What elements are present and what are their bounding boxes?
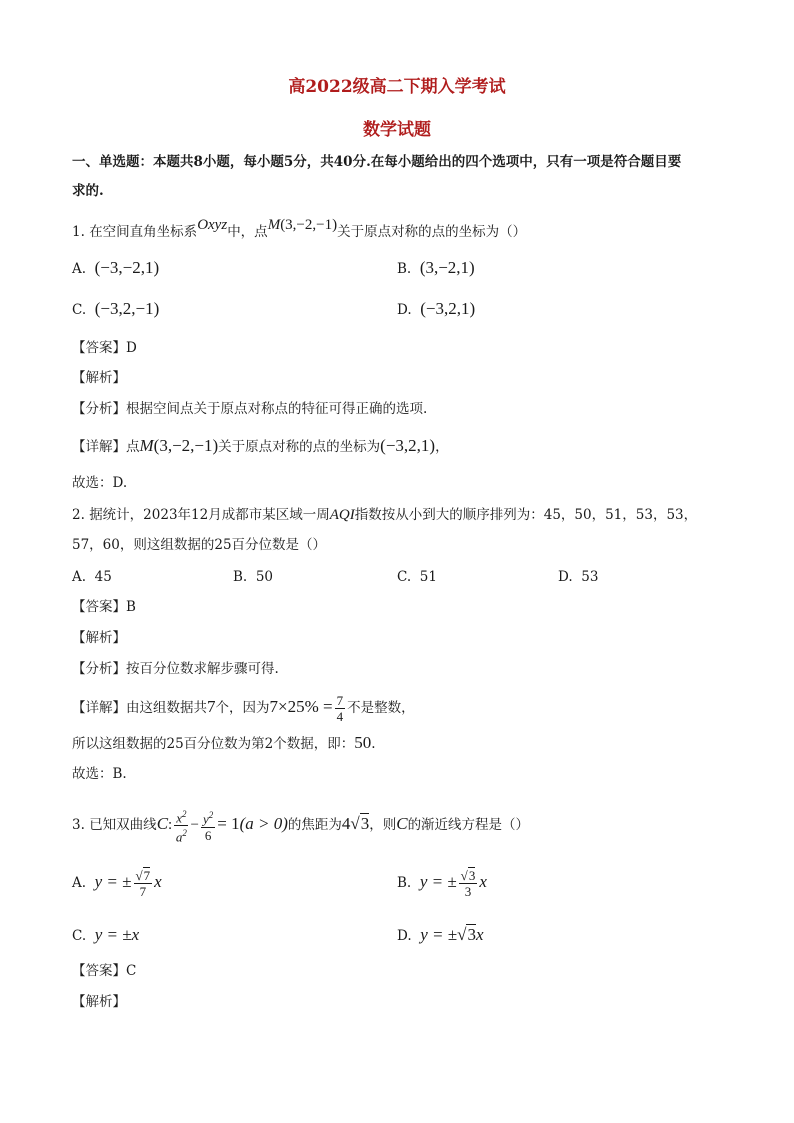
answer-1 bbox=[72, 338, 137, 358]
question-1 bbox=[72, 217, 527, 242]
option-d[interactable]: D. (−3,2,1) bbox=[397, 299, 476, 318]
fenxi-tag: 【分析】 bbox=[72, 401, 126, 417]
guxuan-1: 故选：D. bbox=[72, 475, 128, 491]
aqi-label: AQI bbox=[329, 507, 355, 523]
option-d[interactable]: D. y = ±√3x bbox=[397, 925, 484, 944]
point-coords: (3,−2,−1) bbox=[280, 217, 338, 233]
answer-value: C bbox=[126, 963, 137, 979]
question-number: 3. bbox=[72, 817, 85, 833]
answer-2 bbox=[72, 597, 136, 617]
answer-tag: 【答案】 bbox=[72, 340, 126, 356]
fraction-y: $\frac{y^2}{6}$ bbox=[202, 810, 214, 843]
option-value: (−3,2,−1) bbox=[94, 299, 160, 318]
question-3: 3. 已知双曲线C: $\frac{x^2}{a^2}$ − $\frac{y^2}{6}$ = 1(a > 0)的焦距为4√3，则C的渐近线方程是（） bbox=[72, 808, 530, 845]
xiangjie-2-cont: 所以这组数据的25百分位数为第2个数据，即：50. bbox=[72, 733, 376, 752]
option-value: 51 bbox=[419, 569, 437, 585]
question-number: 2. bbox=[72, 507, 85, 523]
option-value: (−3,2,1) bbox=[420, 299, 476, 318]
option-value: (3,−2,1) bbox=[419, 258, 475, 277]
option-value: 45 bbox=[94, 569, 112, 585]
point-label: M bbox=[267, 217, 281, 233]
question-text: 在空间直角坐标系 bbox=[89, 224, 198, 240]
guxuan-2: 故选：B. bbox=[72, 766, 127, 782]
option-value: 50 bbox=[255, 569, 273, 585]
answer-value: D bbox=[126, 340, 137, 356]
option-b[interactable]: B. y = ± $\frac{√3}{3}$ x bbox=[397, 868, 487, 899]
option-c[interactable]: C. y = ±x bbox=[72, 925, 140, 944]
option-value: 53 bbox=[581, 569, 599, 585]
coordinate-system: Oxyz bbox=[197, 217, 228, 233]
fenxi-text: 根据空间点关于原点对称点的特征可得正确的选项. bbox=[126, 401, 428, 417]
question-number: 1. bbox=[72, 224, 85, 240]
fenxi-1 bbox=[72, 399, 427, 419]
option-a[interactable]: A. 45 bbox=[72, 569, 112, 585]
xiangjie-2: 【详解】由这组数据共7个，因为7×25% = $\frac{7}{4}$ 不是整数， bbox=[72, 693, 415, 724]
answer-tag: 【答案】 bbox=[72, 963, 126, 979]
answer-tag: 【答案】 bbox=[72, 599, 126, 615]
option-b[interactable]: B. 50 bbox=[233, 569, 273, 585]
section-heading-cont: 求的. bbox=[72, 183, 104, 199]
question-2-cont: 57，60，则这组数据的25百分位数是（） bbox=[72, 537, 327, 553]
exam-title: 高2022级高二下期入学考试 bbox=[288, 77, 506, 97]
option-value: (−3,−2,1) bbox=[94, 258, 160, 277]
xiangjie-tag: 【详解】 bbox=[72, 439, 126, 455]
fenxi-tag: 【分析】 bbox=[72, 661, 126, 677]
question-text: 关于原点对称的点的坐标为（） bbox=[337, 224, 527, 240]
answer-value: B bbox=[126, 599, 136, 615]
fenxi-2 bbox=[72, 659, 279, 679]
option-a[interactable]: A. y = ± $\frac{√7}{7}$ x bbox=[72, 868, 162, 899]
fraction: $\frac{7}{4}$ bbox=[336, 693, 344, 724]
option-b[interactable]: B. (3,−2,1) bbox=[397, 258, 475, 277]
option-c[interactable]: C. 51 bbox=[397, 569, 437, 585]
question-text: 中，点 bbox=[227, 224, 268, 240]
analysis-tag: 【解析】 bbox=[72, 994, 126, 1010]
analysis-tag: 【解析】 bbox=[72, 370, 126, 386]
xiangjie-1: 【详解】点M(3,−2,−1)关于原点对称的点的坐标为(−3,2,1)， bbox=[72, 436, 449, 455]
xiangjie-tag: 【详解】 bbox=[72, 700, 126, 716]
exam-subtitle: 数学试题 bbox=[363, 120, 431, 140]
fraction-x: $\frac{x^2}{a^2}$ bbox=[175, 808, 187, 845]
analysis-tag: 【解析】 bbox=[72, 630, 126, 646]
option-c[interactable]: C. (−3,2,−1) bbox=[72, 299, 160, 318]
option-a[interactable]: A. (−3,−2,1) bbox=[72, 258, 160, 277]
question-2: 2. 据统计，2023年12月成都市某区域一周AQI指数按从小到大的顺序排列为：45，50，51，53，53， bbox=[72, 507, 698, 523]
section-heading: 一、单选题：本题共8小题，每小题5分，共40分.在每小题给出的四个选项中，只有一项是符合题目要 bbox=[72, 154, 682, 170]
option-d[interactable]: D. 53 bbox=[558, 569, 599, 585]
fenxi-text: 按百分位数求解步骤可得. bbox=[126, 661, 279, 677]
answer-3 bbox=[72, 961, 136, 981]
